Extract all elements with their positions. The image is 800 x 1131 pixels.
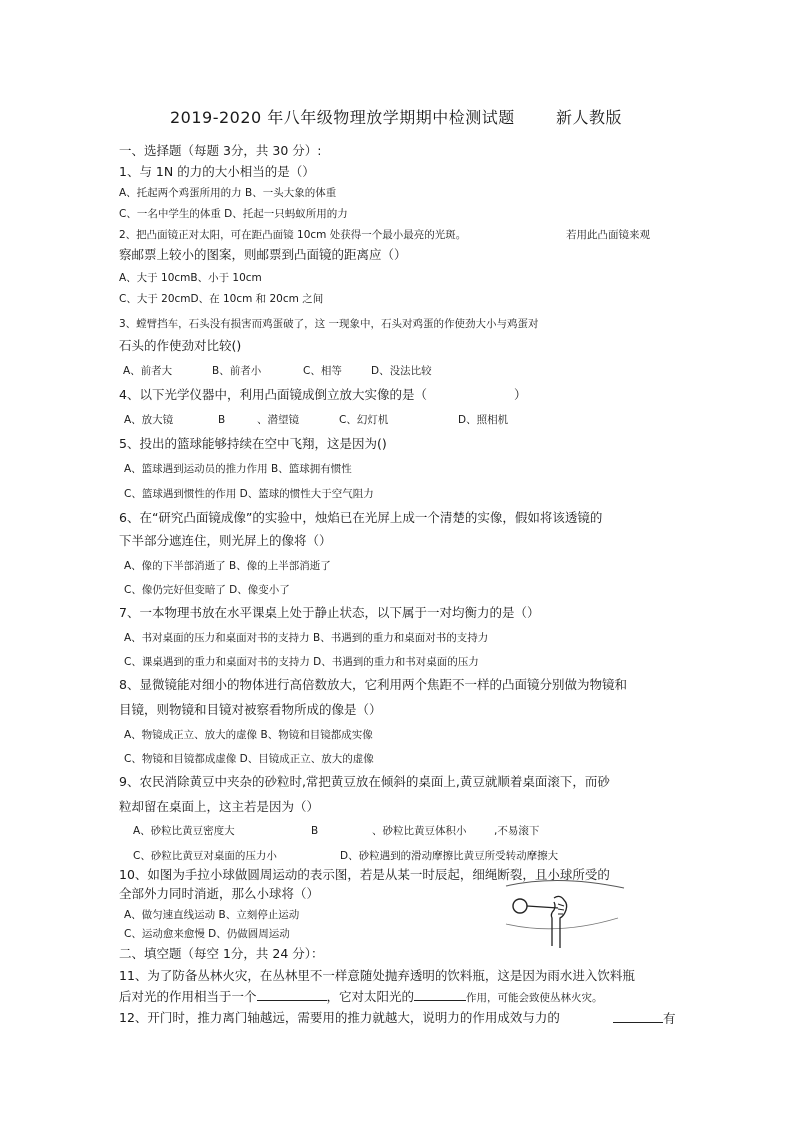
q12-blank-1[interactable] (613, 1010, 663, 1023)
q2-options-ab: A、大于 10cmB、小于 10cm (119, 272, 262, 284)
q9-option-b-tail: ,不易滚下 (494, 825, 540, 837)
q2-stem-line1: 2、把凸面镜正对太阳，可在距凸面镜 10cm 处获得一个最小最亮的光斑。 (119, 229, 467, 241)
q7-options-cd: C、课桌遇到的重力和桌面对书的支持力 D、书遇到的重力和书对桌面的压力 (124, 656, 479, 668)
q11-stem-line2 (119, 988, 603, 1006)
q12-stem: 12、开门时，推力离门轴越远，需要用的推力就越大，说明力的作用成效与力的 (119, 1010, 560, 1025)
q4-option-c: C、幻灯机 (339, 414, 389, 426)
q4-stem: 4、以下光学仪器中，利用凸面镜成倒立放大实像的是（ (119, 387, 427, 402)
q5-options-ab: A、篮球遇到运动员的推力作用 B、篮球拥有惯性 (124, 463, 352, 475)
q8-stem-line1: 8、显微镜能对细小的物体进行高倍数放大，它利用两个焦距不一样的凸面镜分别做为物镜和 (119, 677, 627, 692)
section-heading-choice: 一、选择题（每题 3分，共 30 分）: (119, 143, 322, 158)
page-title: 2019-2020 年八年级物理放学期期中检测试题 (170, 108, 515, 127)
q9-option-d: D、砂粒遇到的滑动摩擦比黄豆所受转动摩擦大 (340, 850, 559, 862)
q4-option-b: B (218, 414, 226, 426)
q8-options-cd: C、物镜和目镜都成虚像 D、目镜成正立、放大的虚像 (124, 753, 374, 765)
q3-option-b: B、前者小 (212, 365, 262, 377)
q12-stem-end (613, 1010, 676, 1027)
page-title-edition: 新人教版 (556, 108, 623, 127)
q4-option-d: D、照相机 (458, 414, 509, 426)
q2-options-cd: C、大于 20cmD、在 10cm 和 20cm 之间 (119, 293, 324, 305)
q3-option-a: A、前者大 (123, 365, 173, 377)
ball-icon (513, 899, 527, 913)
q2-stem-line2: 察邮票上较小的图案，则邮票到凸面镜的距离应（） (119, 247, 407, 262)
q9-option-c: C、砂粒比黄豆对桌面的压力小 (133, 850, 277, 862)
q12-text-end: 有 (663, 1011, 676, 1026)
q5-stem: 5、投出的篮球能够持续在空中飞翔，这是因为() (119, 436, 387, 451)
q6-stem-line2: 下半部分遮连住，则光屏上的像将（） (119, 533, 332, 548)
q7-options-ab: A、书对桌面的压力和桌面对书的支持力 B、书遇到的重力和桌面对书的支持力 (124, 632, 489, 644)
q11-text-part2: ，它对太阳光的 (326, 989, 415, 1004)
circle-path-arc-lower (506, 918, 618, 929)
string-line (527, 906, 558, 908)
q9-stem-line2: 粒却留在桌面上，这主若是因为（） (119, 799, 320, 814)
q6-options-cd: C、像仍完好但变暗了 D、像变小了 (124, 584, 290, 596)
q3-option-d: D、没法比较 (371, 365, 432, 377)
q5-options-cd: C、篮球遇到惯性的作用 D、篮球的惯性大于空气阻力 (124, 488, 374, 500)
q10-options-cd: C、运动愈来愈慢 D、仍做圆周运动 (124, 928, 290, 940)
q3-option-c: C、相等 (303, 365, 342, 377)
q9-option-b-text: 、砂粒比黄豆体积小 (372, 825, 467, 837)
hand-fingers (558, 904, 564, 914)
q9-option-a: A、砂粒比黄豆密度大 (133, 825, 235, 837)
q1-options-cd: C、一名中学生的体重 D、托起一只蚂蚁所用的力 (119, 208, 348, 220)
circle-path-arc (506, 880, 624, 888)
section-heading-fill: 二、填空题（每空 1分，共 24 分）： (119, 946, 324, 961)
q10-stem-line2: 全部外力同时消逝，那么小球将（） (119, 886, 320, 901)
q8-stem-line2: 目镜，则物镜和目镜对被察看物所成的像是（） (119, 702, 382, 717)
q10-stem-line1: 10、如图为手拉小球做圆周运动的表示图，若是从某一时辰起，细绳断裂，且小球所受的 (119, 867, 610, 882)
q11-text-part3: 作用，可能会致使丛林火灾。 (466, 992, 603, 1004)
q9-option-b: B (311, 825, 319, 837)
q1-options-ab: A、托起两个鸡蛋所用的力 B、一头大象的体重 (119, 187, 337, 199)
q11-text-part1: 后对光的作用相当于一个 (119, 989, 257, 1004)
q4-stem-paren: ） (514, 387, 527, 402)
q3-stem-line1: 3、螳臂挡车，石头没有损害而鸡蛋破了，这 一现象中，石头对鸡蛋的作使劲大小与鸡蛋对 (119, 318, 539, 330)
circular-motion-figure (498, 876, 628, 950)
q4-option-a: A、放大镜 (124, 414, 174, 426)
q4-option-b-text: 、潜望镜 (257, 414, 299, 426)
q11-blank-1[interactable] (257, 988, 327, 1001)
q2-stem-line1-end: 若用此凸面镜来观 (566, 229, 650, 241)
q9-stem-line1: 9、农民消除黄豆中夹杂的砂粒时,常把黄豆放在倾斜的桌面上,黄豆就顺着桌面滚下，而砂 (119, 774, 610, 789)
q6-options-ab: A、像的下半部消逝了 B、像的上半部消逝了 (124, 560, 331, 572)
q10-options-ab: A、做匀速直线运动 B、立刻停止运动 (124, 909, 300, 921)
q6-stem-line1: 6、在“研究凸面镜成像”的实验中，烛焰已在光屏上成一个清楚的实像，假如将该透镜的 (119, 510, 603, 525)
q11-stem-line1: 11、为了防备丛林火灾，在丛林里不一样意随处抛弃透明的饮料瓶，这是因为雨水进入饮料瓶 (119, 968, 635, 983)
q8-options-ab: A、物镜成正立、放大的虚像 B、物镜和目镜都成实像 (124, 729, 373, 741)
q3-stem-line2: 石头的作使劲对比较() (119, 338, 242, 353)
q7-stem: 7、一本物理书放在水平课桌上处于静止状态，以下属于一对均衡力的是（） (119, 605, 540, 620)
q1-stem: 1、与 1N 的力的大小相当的是（） (119, 164, 315, 179)
q11-blank-2[interactable] (414, 988, 466, 1001)
